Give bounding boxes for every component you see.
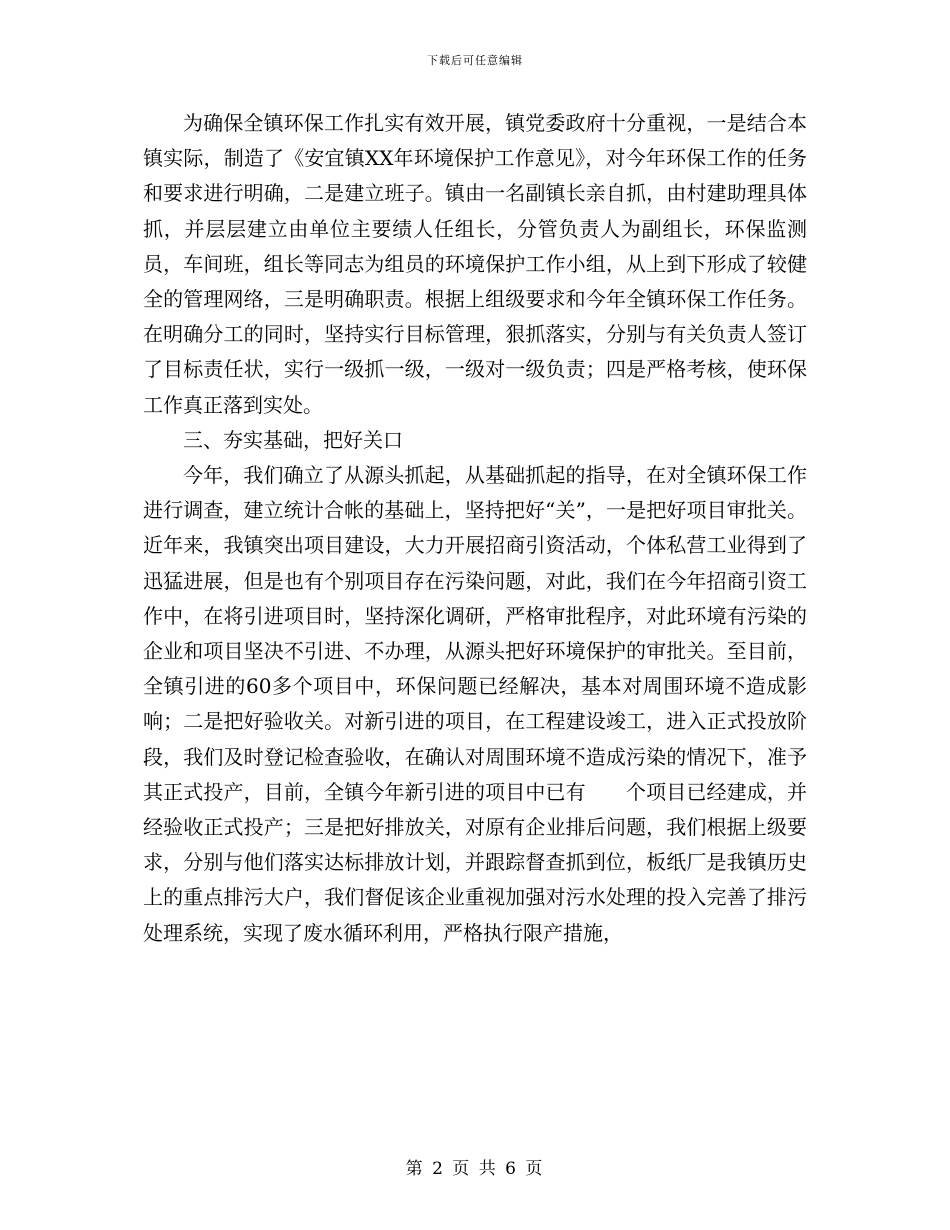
page-header: 下载后可任意编辑: [427, 54, 523, 67]
paragraph-responsibility: 为确保全镇环保工作扎实有效开展，镇党委政府十分重视，一是结合本镇实际，制造了《安宜镇XX年环境保护工作意见》，对今年环保工作的任务和要求进行明确，二是建立班子。镇由一名副镇长亲自抓，由村建助理具体抓，并层层建立由单位主要绩人任组长，分管负责人为副组长，环保监测员，车间班，组长等同志为组员的环境保护工作小组，从上到下形成了较健全的管理网络，三是明确职责。根据上组级要求和今年全镇环保工作任务。在明确分工的同时，坚持实行目标管理，狠抓落实，分别与有关负责人签订了目标责任状，实行一级抓一级，一级对一级负责；四是严格考核，使环保工作真正落到实处。: [143, 111, 807, 417]
paragraph-foundation: 今年，我们确立了从源头抓起，从基础抓起的指导，在对全镇环保工作进行调查，建立统计合帐的基础上，坚持把好“关”，一是把好项目审批关。近年来，我镇突出项目建设，大力开展招商引资活动，个体私营工业得到了迅猛进展，但是也有个别项目存在污染问题，对此，我们在今年招商引资工作中，在将引进项目时，坚持深化调研，严格审批程序，对此环境有污染的企业和项目坚决不引进、不办理，从源头把好环境保护的审批关。至目前，全镇引进的60多个项目中，环保问题已经解决，基本对周围环境不造成影响；二是把好验收关。对新引进的项目，在工程建设竣工，进入正式投放阶段，我们及时登记检查验收，在确认对周围环境不造成污染的情况下，准予其正式投产，目前，全镇今年新引进的项目中已有 个项目已经建成，并经验收正式投产；三是把好排放关，对原有企业排后问题，我们根据上级要求，分别与他们落实达标排放计划，并跟踪督查抓到位，板纸厂是我镇历史上的重点排污大户，我们督促该企业重视加强对污水处理的投入完善了排污处理系统，实现了废水循环利用，严格执行限产措施，: [143, 463, 807, 945]
section-heading: 三、夯实基础，把好关口: [183, 427, 403, 452]
document-body: [143, 106, 807, 951]
page-footer: 第 2 页 共 6 页: [405, 1159, 545, 1179]
